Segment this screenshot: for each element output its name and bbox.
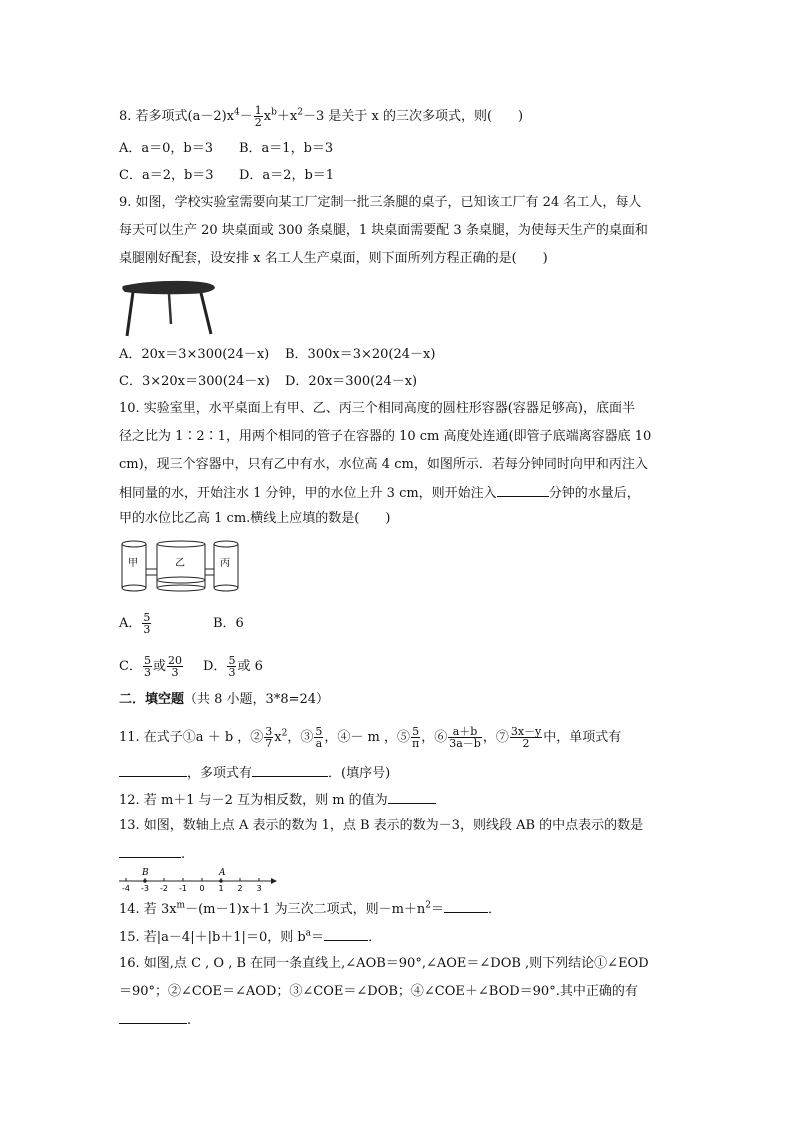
q12-line: 12. 若 m＋1 与－2 互为相反数，则 m 的值为 [119,789,436,811]
tick-label: -1 [179,884,187,893]
label-jia: 甲 [128,558,138,569]
point-b [143,879,147,883]
tick-label: 0 [199,884,205,893]
q16-line3: . [119,1009,191,1031]
tick-label: 2 [237,884,243,893]
q8-option-b[interactable]: B．a＝1，b＝3 [239,141,334,156]
point-b-label: B [142,868,149,878]
section2-heading: 二．填空题（共 8 小题，3*8=24） [119,692,330,707]
q8-option-d[interactable]: D．a＝2，b＝1 [239,168,335,183]
containers-figure [119,538,244,594]
q10-line3: cm)，现三个容器中，只有乙中有水，水位高 4 cm，如图所示．若每分钟同时向甲和丙注入 [119,457,648,472]
q13-answer-blank[interactable] [119,843,181,858]
q9-option-c[interactable]: C．3×20x＝300(24－x) [119,374,270,389]
q9-option-b[interactable]: B．300x＝3×20(24－x) [285,347,436,362]
q10-line2: 径之比为 1∶2∶1，用两个相同的管子在容器的 10 cm 高度处连通(即管子底端离容器底 10 [119,429,652,444]
q9-options-row2 [119,372,417,392]
q9-option-d[interactable]: D．20x＝300(24－x) [285,374,418,389]
tick-label: 3 [256,884,262,893]
point-a-label: A [219,868,226,878]
q8-fraction: $\frac{1}{2}$ [254,104,262,129]
q10-line4: 相同量的水，开始注水 1 分钟，甲的水位上升 3 cm，则开始注入 分钟的水量后， [119,482,640,504]
q10-option-d[interactable]: D． $\frac{5}{3}$ 或 6 [203,654,263,679]
q16-line1: 16. 如图,点 C , O , B 在同一条直线上,∠AOB＝90°,∠AOE＝∠DOB ,则下列结论①∠EOD [119,956,649,971]
number-line-figure [119,866,279,894]
q9-option-a[interactable]: A．20x＝3×300(24－x) [119,347,270,362]
q13-line1: 13. 如图，数轴上点 A 表示的数为 1，点 B 表示的数为－3，则线段 AB 的中点表示的数是 [119,818,644,833]
q9-line3: 桌腿刚好配套，设安排 x 名工人生产桌面，则下面所列方程正确的是( ) [119,251,548,266]
q10-options-row1 [119,612,244,635]
q13-line2: . [119,843,185,865]
q9-options-row1 [119,345,435,365]
tick-label: -2 [160,884,168,893]
q10-options-row2 [119,655,263,678]
tick-label: -4 [122,884,130,893]
q8-options-row2 [119,166,334,186]
q11-polynomial-blank[interactable] [252,762,328,777]
q10-answer-blank[interactable] [497,482,549,497]
label-bing: 丙 [220,558,230,569]
q14-line: 14. 若 $3x^m-(m-1)x+1$ 为三次二项式，则$-m+n^2=$ ． [119,898,501,920]
q10-option-a[interactable]: A． $\frac{5}{3}$ [119,611,151,636]
q9-line2: 每天可以生产 20 块桌面或 300 条桌腿，1 块桌面需要配 3 条桌腿，为使每天生产的桌面和 [119,223,648,238]
q11-line1: 11. 在式子①a ＋ b ，② $\frac{3}{7}$ $x^2$，③ $\frac{5}{a}$ ，④－ m ，⑤ $\frac{5}{\pi}$ ，⑥ $\frac{a+b}{3a-b}$ ，⑦ $\frac{3x-y}{2}$ 中，单项式有 [119,725,622,750]
q10-line5: 甲的水位比乙高 1 cm.横线上应填的数是( ) [119,511,391,526]
q8-option-a[interactable]: A．a＝0，b＝3 [119,141,214,156]
q9-line1: 9. 如图，学校实验室需要向某工厂定制一批三条腿的桌子，已知该工厂有 24 名工人，每人 [119,195,642,210]
q8-option-c[interactable]: C．a＝2，b＝3 [119,168,214,183]
tick-label: 1 [218,884,224,893]
q8-options-row1 [119,139,333,159]
q14-answer-blank[interactable] [444,898,488,913]
tick-label: -3 [141,884,149,893]
q10-option-b[interactable]: B．6 [213,616,244,631]
q8-stem: 8. 若多项式$(a-2)x^4-$ $\frac{1}{2}$ $x^b+x^2-3$ 是关于 x 的三次多项式，则( ) [119,104,524,129]
table-figure [119,277,219,339]
q15-answer-blank[interactable] [324,926,368,941]
q10-line1: 10. 实验室里，水平桌面上有甲、乙、丙三个相同高度的圆柱形容器(容器足够高)，底面半 [119,401,635,416]
q16-answer-blank[interactable] [119,1009,187,1024]
point-a [219,879,223,883]
q15-line: 15. 若|a－4|＋|b＋1|＝0，则 $b^a=$ ． [119,926,381,948]
q12-answer-blank[interactable] [388,789,436,804]
q11-line2: ，多项式有 ．(填序号) [119,762,390,784]
label-yi: 乙 [175,558,185,569]
q10-option-c[interactable]: C． $\frac{5}{3}$ 或 $\frac{20}{3}$ [119,654,182,679]
q11-monomial-blank[interactable] [119,762,187,777]
q16-line2: ＝90°；②∠COE＝∠AOD；③∠COE＝∠DOB；④∠COE＋∠BOD＝90°.其中正确的有 [119,984,638,999]
